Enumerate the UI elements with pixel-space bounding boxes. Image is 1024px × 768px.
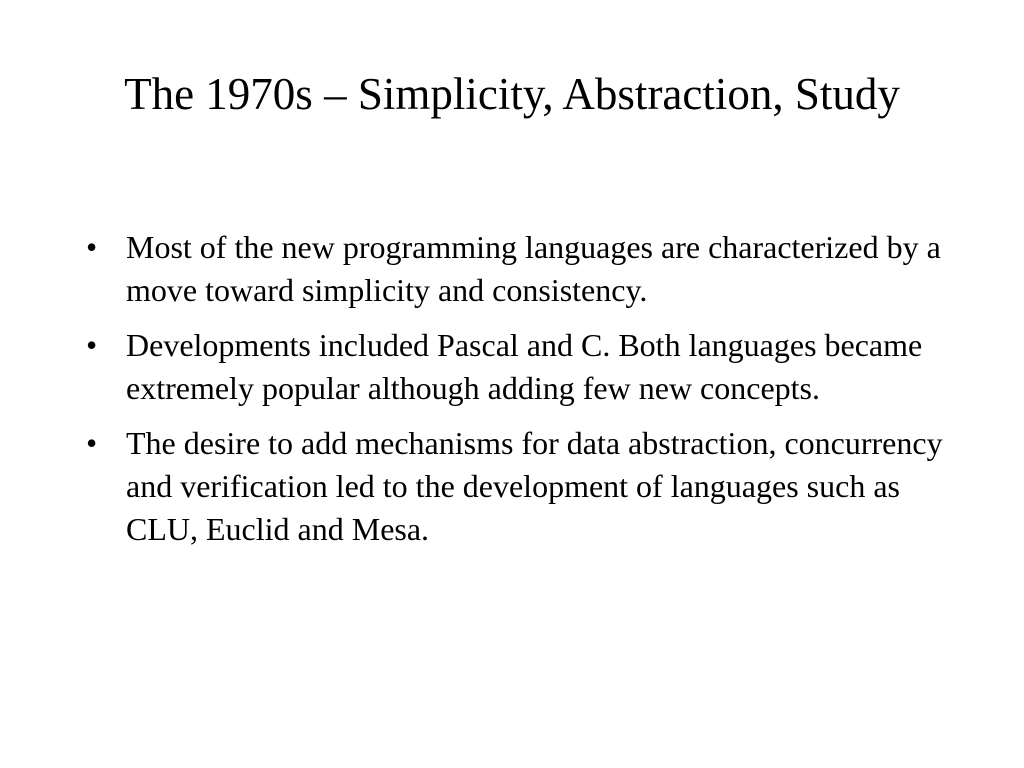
bullet-list xyxy=(86,226,966,563)
bullet-item xyxy=(86,226,966,312)
slide-title: The 1970s – Simplicity, Abstraction, Study xyxy=(124,69,900,119)
bullet-icon: • xyxy=(86,327,98,363)
bullet-text: Developments included Pascal and C. Both languages became extremely popular although adding few new concepts. xyxy=(126,327,923,406)
bullet-item xyxy=(86,422,966,551)
bullet-icon: • xyxy=(86,229,98,265)
bullet-icon: • xyxy=(86,425,98,461)
bullet-text: Most of the new programming languages are characterized by a move toward simplicity and consistency. xyxy=(126,229,941,308)
bullet-text: The desire to add mechanisms for data abstraction, concurrency and verification led to the development of languages such as CLU, Euclid and Mesa. xyxy=(126,425,943,547)
bullet-item xyxy=(86,324,966,410)
